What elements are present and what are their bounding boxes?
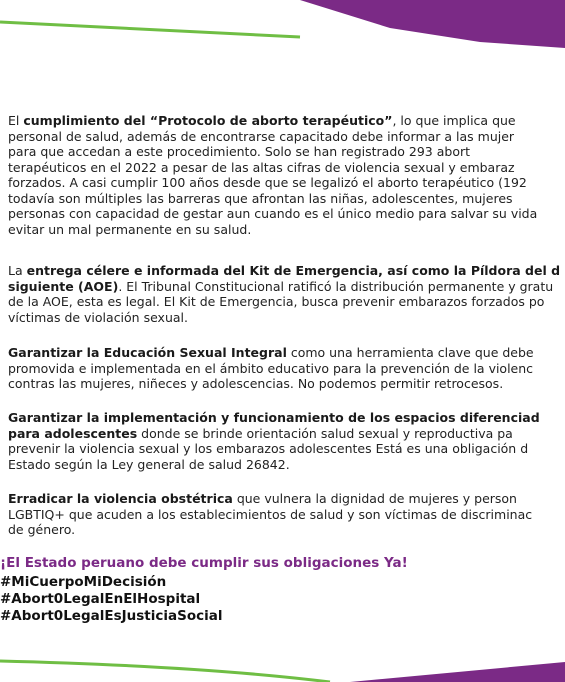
call-to-action: ¡El Estado peruano debe cumplir sus obligaciones Ya!	[0, 555, 408, 571]
bottom-purple-wave	[350, 662, 565, 682]
text-run: evitar un mal permanente en su salud.	[8, 221, 252, 237]
paragraph-kit-emergencia	[8, 263, 565, 325]
paragraph-violencia-obstetrica	[8, 491, 565, 538]
bold-text: siguiente (AOE)	[8, 278, 119, 294]
bold-text: entrega célere e informada del Kit de Emergencia, así como la Píldora del d	[26, 263, 561, 278]
hashtag: #Abort0LegalEnElHospital	[0, 591, 201, 607]
text-line	[8, 144, 565, 160]
bold-text: Garantizar la Educación Sexual Integral	[8, 345, 287, 360]
text-line	[8, 410, 565, 426]
top-purple-wave	[300, 0, 565, 48]
text-run: promovida e implementada en el ámbito educativo para la prevención de la violenc	[8, 360, 534, 376]
text-line	[8, 491, 565, 507]
text-line	[8, 279, 565, 295]
text-run: . El Tribunal Constitucional ratificó la distribución permanente y gratu	[118, 278, 554, 294]
text-run: de género.	[8, 522, 76, 537]
text-run: todavía son múltiples las barreras que afrontan las niñas, adolescentes, mujeres	[8, 190, 513, 206]
text-run: LGBTIQ+ que acuden a los establecimientos de salud y son víctimas de discriminac	[8, 506, 533, 522]
bold-text: cumplimiento del “Protocolo de aborto terapéutico”	[23, 113, 393, 128]
text-run: , lo que implica que	[392, 113, 516, 128]
text-line	[8, 441, 565, 457]
text-run: terapéuticos en el 2022 a pesar de las altas cifras de violencia sexual y embaraz	[8, 159, 515, 175]
text-run: como una herramienta clave que debe	[286, 345, 534, 360]
text-line	[8, 345, 565, 361]
text-line	[8, 361, 565, 377]
paragraph-protocolo	[8, 113, 565, 237]
text-line	[8, 376, 565, 392]
bold-text: Garantizar la implementación y funcionamiento de los espacios diferenciad	[8, 410, 540, 425]
text-line	[8, 206, 565, 222]
text-line	[8, 457, 565, 473]
text-run: de la AOE, esta es legal. El Kit de Emergencia, busca prevenir embarazos forzados po	[8, 294, 545, 309]
bold-text: Erradicar la violencia obstétrica	[8, 491, 233, 506]
hashtag: #Abort0LegalEsJusticiaSocial	[0, 608, 223, 624]
text-line	[8, 263, 565, 279]
top-green-line	[0, 22, 300, 37]
text-line	[8, 129, 565, 145]
text-line	[8, 160, 565, 176]
text-line	[8, 222, 565, 238]
text-run: personal de salud, además de encontrarse capacitado debe informar a las mujer	[8, 128, 515, 144]
paragraph-espacios-diferenciados	[8, 410, 565, 472]
bold-text: para adolescentes	[8, 425, 138, 441]
text-run: personas con capacidad de gestar aun cuando es el único medio para salvar su vida	[8, 206, 538, 221]
text-line	[8, 522, 565, 538]
text-run: La	[8, 263, 27, 278]
text-run: El	[8, 113, 24, 128]
text-run: para que accedan a este procedimiento. Solo se han registrado 293 abort	[8, 144, 471, 159]
text-run: víctimas de violación sexual.	[8, 309, 188, 325]
text-run: contras las mujeres, niñeces y adolescencias. No podemos permitir retrocesos.	[8, 376, 504, 391]
text-run: que vulnera la dignidad de mujeres y person	[232, 491, 517, 506]
bottom-green-line	[0, 661, 330, 682]
text-line	[8, 294, 565, 310]
text-line	[8, 175, 565, 191]
text-run: donde se brinde orientación salud sexual y reproductiva pa	[137, 425, 513, 441]
text-run: Estado según la Ley general de salud 26842.	[8, 456, 290, 472]
text-line	[8, 113, 565, 129]
text-run: forzados. A casi cumplir 100 años desde que se legalizó el aborto terapéutico (192	[8, 175, 527, 190]
paragraph-educacion-sexual	[8, 345, 565, 392]
text-line	[8, 310, 565, 326]
text-line	[8, 507, 565, 523]
text-line	[8, 191, 565, 207]
text-line	[8, 426, 565, 442]
text-run: prevenir la violencia sexual y los embarazos adolescentes Está es una obligación d	[8, 441, 529, 456]
hashtag: #MiCuerpoMiDecisión	[0, 574, 167, 590]
